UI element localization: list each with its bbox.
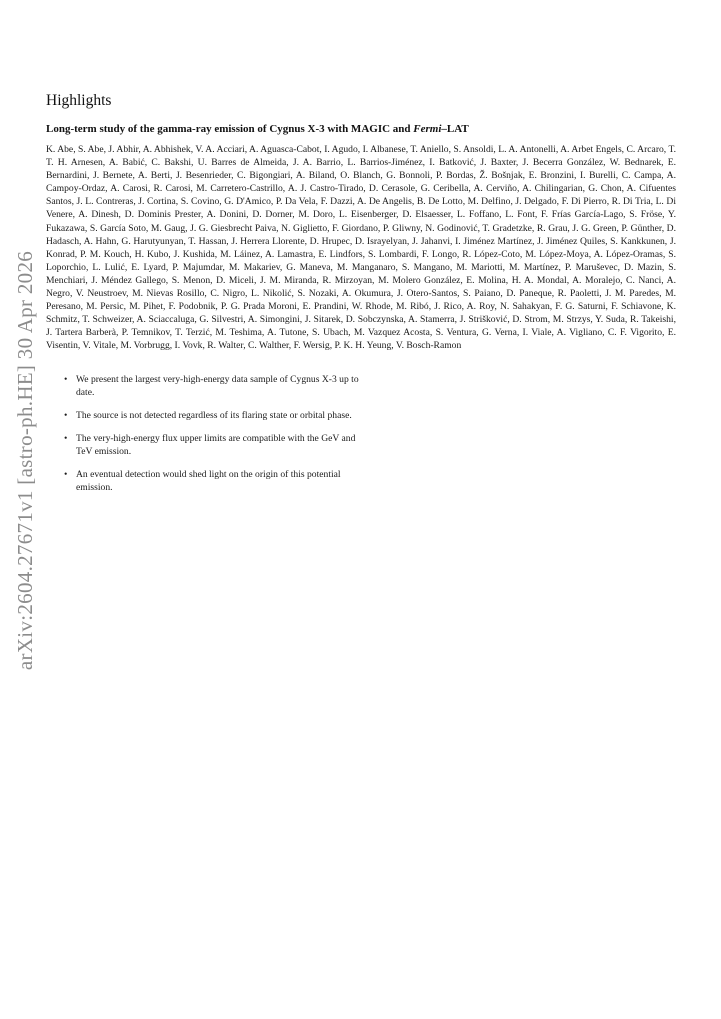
highlight-item <box>64 409 364 422</box>
page-heading: Highlights <box>46 92 112 109</box>
bullet-icon: • <box>64 468 68 480</box>
paper-title-prefix: Long-term study of the gamma-ray emission of Cygnus X-3 with MAGIC and <box>46 123 414 135</box>
highlight-text: The source is not detected regardless of its flaring state or orbital phase. <box>76 409 352 421</box>
highlight-item <box>64 432 364 458</box>
highlight-text: An eventual detection would shed light on the origin of this potential emission. <box>76 468 341 493</box>
arxiv-identifier-text: arXiv:2604.27671v1 [astro-ph.HE] 30 Apr 2026 <box>13 250 38 670</box>
highlights-list <box>46 373 364 494</box>
bullet-icon: • <box>64 432 68 444</box>
bullet-icon: • <box>64 409 68 421</box>
bullet-icon: • <box>64 373 68 385</box>
highlight-item <box>64 468 364 494</box>
highlights-page <box>46 92 676 504</box>
author-list: K. Abe, S. Abe, J. Abhir, A. Abhishek, V. A. Acciari, A. Aguasca-Cabot, I. Agudo, I. Albanese, T. Aniello, S. Ansoldi, L. A. Antonelli, A. Arbet Engels, C. Arcaro, T. T. H. Arnesen, A. Babić, C. Bakshi, U. Barres de Almeida, J. A. Barrio, L. Barrios-Jiménez, I. Batković, J. Baxter, J. Becerra González, W. Bednarek, E. Bernardini, J. Bernete, A. Berti, J. Besenrieder, C. Bigongiari, A. Biland, O. Blanch, G. Bonnoli, P. Bordas, Ž. Bošnjak, E. Bronzini, I. Burelli, C. Campa, A. Campoy-Ordaz, A. Carosi, R. Carosi, M. Carretero-Castrillo, A. J. Castro-Tirado, D. Cerasole, G. Ceribella, A. Cerviño, A. Chilingarian, G. Chon, A. Cifuentes Santos, J. L. Contreras, J. Cortina, S. Covino, G. D'Amico, P. Da Vela, F. Dazzi, A. De Angelis, B. De Lotto, M. Delfino, J. Delgado, F. Di Pierro, R. Di Tria, L. Di Venere, A. Dinesh, D. Dominis Prester, A. Donini, D. Dorner, M. Doro, L. Eisenberger, D. Elsaesser, L. Foffano, L. Font, F. Frías García-Lago, S. Fröse, Y. Fukazawa, S. García Soto, M. Gaug, J. G. Giesbrecht Paiva, N. Giglietto, F. Giordano, P. Gliwny, N. Godinović, T. Gradetzke, R. Grau, J. G. Green, P. Günther, D. Hadasch, A. Hahn, G. Harutyunyan, T. Hassan, J. Herrera Llorente, D. Hrupec, D. Israyelyan, J. Jahanvi, I. Jiménez Martínez, J. Jiménez Quiles, S. Kankkunen, J. Konrad, P. M. Kouch, H. Kubo, J. Kushida, M. Láinez, A. Lamastra, E. Lindfors, S. Lombardi, F. Longo, R. López-Coto, M. López-Moya, A. López-Oramas, S. Loporchio, L. Lulić, E. Lyard, P. Majumdar, M. Makariev, G. Maneva, M. Manganaro, S. Mangano, M. Mariotti, M. Martínez, P. Maruševec, D. Mazin, S. Menchiari, J. Méndez Gallego, S. Menon, D. Miceli, J. M. Miranda, R. Mirzoyan, M. Molero González, E. Molina, H. A. Mondal, A. Moralejo, C. Nanci, A. Negro, V. Neustroev, M. Nievas Rosillo, C. Nigro, L. Nikolić, S. Nozaki, A. Okumura, J. Otero-Santos, S. Paiano, D. Paneque, R. Paoletti, J. M. Paredes, M. Peresano, M. Persic, M. Pihet, F. Podobnik, P. G. Prada Moroni, E. Prandini, W. Rhode, M. Ribó, J. Rico, A. Roy, N. Sahakyan, F. G. Saturni, F. Schiavone, K. Schmitz, T. Schweizer, A. Sciaccaluga, G. Silvestri, A. Simongini, J. Sitarek, D. Sobczynska, A. Stamerra, J. Strišković, D. Strom, M. Strzys, Y. Suda, R. Takeishi, J. Tartera Barberà, P. Temnikov, T. Terzić, M. Teshima, A. Tutone, S. Ubach, M. Vazquez Acosta, S. Ventura, G. Verna, I. Viale, A. Vigliano, C. F. Vigorito, E. Visentin, V. Vitale, M. Vorbrugg, I. Vovk, R. Walter, C. Walther, F. Wersig, P. K. H. Yeung, V. Bosch-Ramon <box>46 144 676 352</box>
paper-title <box>46 123 676 135</box>
paper-title-suffix: –LAT <box>441 123 469 135</box>
highlight-text: We present the largest very-high-energy data sample of Cygnus X-3 up to date. <box>76 373 359 398</box>
arxiv-identifier-stamp <box>6 250 46 670</box>
highlight-item <box>64 373 364 399</box>
highlight-text: The very-high-energy flux upper limits are compatible with the GeV and TeV emission. <box>76 432 356 457</box>
paper-title-italic: Fermi <box>413 123 442 135</box>
